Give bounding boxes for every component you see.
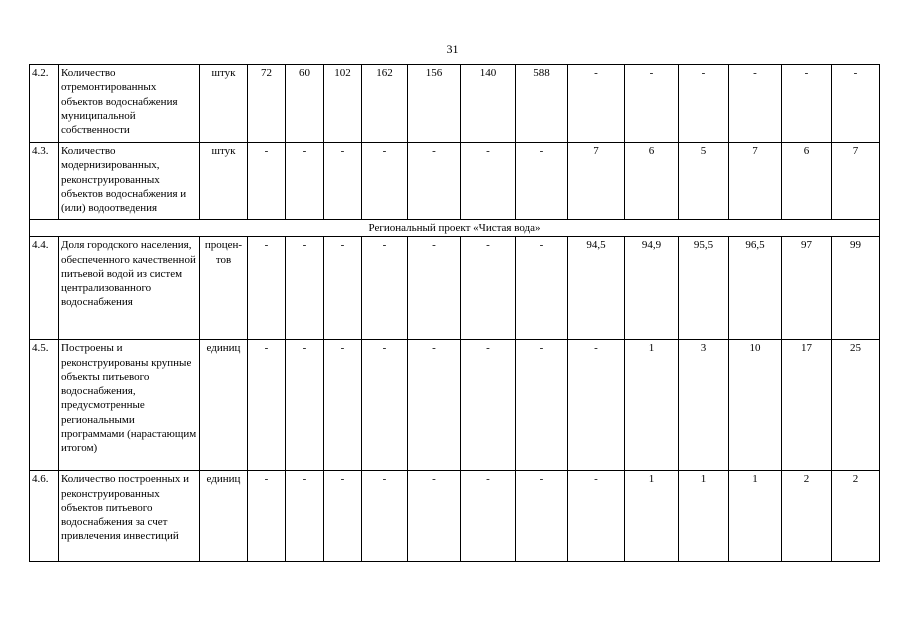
value-cell: - xyxy=(324,237,362,340)
value-cell: 3 xyxy=(679,340,729,471)
table-row xyxy=(30,143,905,220)
value-cell: - xyxy=(782,65,832,143)
value-cell: - xyxy=(516,340,568,471)
table-row xyxy=(30,237,905,340)
value-cell: 99 xyxy=(832,237,880,340)
row-number: 4.2. xyxy=(30,65,59,143)
value-cell: - xyxy=(362,471,408,562)
value-cell: 2 xyxy=(832,471,880,562)
indicator-name: Количество отремонтированных объектов водоснабжения муниципальной собственности xyxy=(59,65,200,143)
indicator-name: Доля городского населения, обеспеченного качественной питьевой водой из систем централизованного водоснабжения xyxy=(59,237,200,340)
value-cell: - xyxy=(324,340,362,471)
indicator-name: Количество построенных и реконструированных объектов питьевого водоснабжения за счет привлечения инвестиций xyxy=(59,471,200,562)
section-title: Региональный проект «Чистая вода» xyxy=(30,220,880,237)
unit-cell: штук xyxy=(200,65,248,143)
value-cell: - xyxy=(248,237,286,340)
value-cell: - xyxy=(461,237,516,340)
value-cell: 95,5 xyxy=(679,237,729,340)
value-cell: - xyxy=(324,143,362,220)
value-cell: - xyxy=(832,65,880,143)
value-cell: 96,5 xyxy=(729,237,782,340)
value-cell: 60 xyxy=(286,65,324,143)
value-cell: 2 xyxy=(782,471,832,562)
value-cell: - xyxy=(248,471,286,562)
value-cell: - xyxy=(324,471,362,562)
row-number: 4.3. xyxy=(30,143,59,220)
page-number: 31 xyxy=(446,42,459,56)
unit-cell: штук xyxy=(200,143,248,220)
row-number: 4.5. xyxy=(30,340,59,471)
value-cell: - xyxy=(362,340,408,471)
value-cell: 6 xyxy=(625,143,679,220)
value-cell: 140 xyxy=(461,65,516,143)
value-cell: - xyxy=(568,471,625,562)
value-cell: 17 xyxy=(782,340,832,471)
unit-cell: единиц xyxy=(200,340,248,471)
value-cell: - xyxy=(362,143,408,220)
value-cell: - xyxy=(516,471,568,562)
value-cell: 10 xyxy=(729,340,782,471)
value-cell: 94,9 xyxy=(625,237,679,340)
value-cell: 94,5 xyxy=(568,237,625,340)
table-row xyxy=(30,340,905,471)
value-cell: - xyxy=(461,471,516,562)
value-cell: 25 xyxy=(832,340,880,471)
value-cell: 72 xyxy=(248,65,286,143)
indicator-name: Количество модернизированных, реконструированных объектов водоснабжения и (или) водоотведения xyxy=(59,143,200,220)
value-cell: 1 xyxy=(679,471,729,562)
value-cell: 7 xyxy=(832,143,880,220)
value-cell: - xyxy=(516,143,568,220)
value-cell: - xyxy=(729,65,782,143)
value-cell: - xyxy=(408,143,461,220)
value-cell: - xyxy=(679,65,729,143)
value-cell: - xyxy=(286,143,324,220)
value-cell: - xyxy=(461,143,516,220)
value-cell: - xyxy=(286,471,324,562)
value-cell: - xyxy=(248,143,286,220)
value-cell: 156 xyxy=(408,65,461,143)
unit-cell: единиц xyxy=(200,471,248,562)
value-cell: - xyxy=(362,237,408,340)
value-cell: - xyxy=(408,237,461,340)
value-cell: 1 xyxy=(625,340,679,471)
row-number: 4.4. xyxy=(30,237,59,340)
value-cell: 6 xyxy=(782,143,832,220)
value-cell: - xyxy=(408,340,461,471)
unit-cell: процен-тов xyxy=(200,237,248,340)
value-cell: 162 xyxy=(362,65,408,143)
value-cell: 5 xyxy=(679,143,729,220)
value-cell: - xyxy=(625,65,679,143)
value-cell: 1 xyxy=(625,471,679,562)
section-row xyxy=(30,220,905,237)
value-cell: 97 xyxy=(782,237,832,340)
value-cell: 7 xyxy=(729,143,782,220)
row-number: 4.6. xyxy=(30,471,59,562)
value-cell: - xyxy=(516,237,568,340)
value-cell: - xyxy=(408,471,461,562)
value-cell: - xyxy=(461,340,516,471)
value-cell: - xyxy=(568,340,625,471)
value-cell: 102 xyxy=(324,65,362,143)
value-cell: - xyxy=(568,65,625,143)
value-cell: 588 xyxy=(516,65,568,143)
indicator-name: Построены и реконструированы крупные объекты питьевого водоснабжения, предусмотренные региональными программами (нарастающим итогом) xyxy=(59,340,200,471)
indicators-table xyxy=(29,64,905,562)
value-cell: - xyxy=(286,340,324,471)
value-cell: 1 xyxy=(729,471,782,562)
value-cell: 7 xyxy=(568,143,625,220)
table-row xyxy=(30,471,905,562)
value-cell: - xyxy=(286,237,324,340)
value-cell: - xyxy=(248,340,286,471)
table-row xyxy=(30,65,905,143)
